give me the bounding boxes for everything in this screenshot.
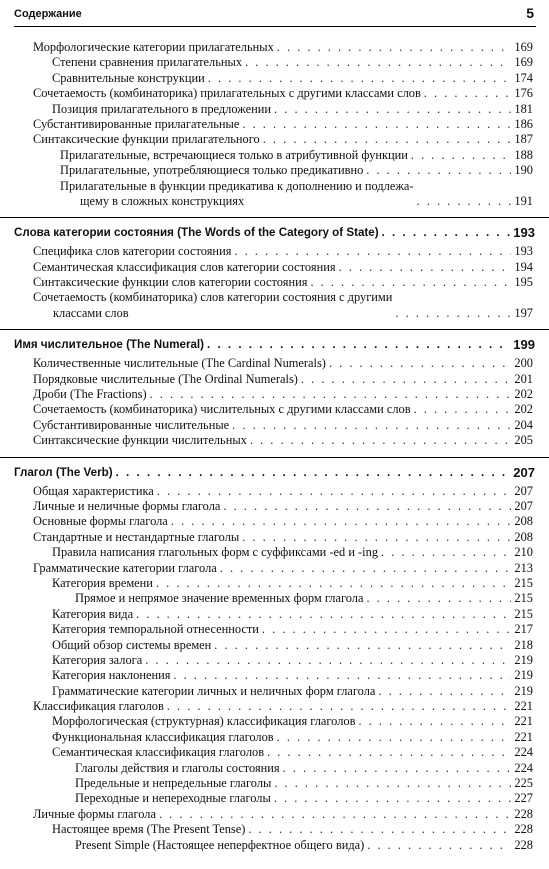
toc-page-number: 201: [514, 371, 533, 386]
toc-entry-title: Семантическая классификация слов категории состояния: [33, 259, 336, 274]
toc-entry-title-line1: Прилагательные в функции предикатива к дополнению и подлежа-: [60, 178, 414, 193]
toc-entry[interactable]: [0, 514, 549, 529]
toc-entry[interactable]: [0, 561, 549, 576]
dot-leader: [424, 86, 512, 101]
toc-page-number: 219: [514, 668, 533, 683]
toc-page-number: 208: [514, 529, 533, 544]
dot-leader: [366, 591, 511, 606]
toc-entry[interactable]: [0, 102, 549, 117]
toc-entry-title-line2: классами слов: [53, 305, 129, 320]
toc-entry[interactable]: [0, 71, 549, 86]
toc-page-number: 197: [514, 305, 533, 320]
table-of-contents: [0, 40, 549, 853]
toc-entry-title: Переходные и непереходные глаголы: [75, 791, 271, 806]
toc-section-title: Слова категории состояния (The Words of the Category of State): [14, 226, 379, 240]
dot-leader: [414, 402, 512, 417]
toc-entry[interactable]: [0, 148, 549, 163]
toc-page-number: 193: [513, 225, 535, 241]
toc-page-number: 193: [514, 244, 533, 259]
toc-entry[interactable]: [0, 761, 549, 776]
dot-leader: [329, 356, 511, 371]
dot-leader: [267, 745, 511, 760]
toc-entry-title: Морфологические категории прилагательных: [33, 39, 274, 54]
toc-page-number: 208: [514, 514, 533, 529]
toc-entry-title: Категория темпоральной отнесенности: [52, 622, 259, 637]
dot-leader: [214, 638, 511, 653]
dot-leader: [136, 607, 511, 622]
toc-entry[interactable]: [0, 132, 549, 147]
toc-entry[interactable]: [0, 622, 549, 637]
toc-entry[interactable]: [0, 433, 549, 448]
toc-entry-title: Синтаксические функции слов категории состояния: [33, 275, 308, 290]
toc-page-number: 174: [514, 70, 533, 85]
toc-entry-title: Общий обзор системы времен: [52, 637, 212, 652]
toc-entry[interactable]: [0, 260, 549, 275]
toc-entry-title: Прилагательные, употребляющиеся только предикативно: [60, 163, 364, 178]
toc-page-number: 169: [514, 55, 533, 70]
dot-leader: [116, 464, 511, 481]
toc-page-number: 207: [514, 483, 533, 498]
dot-leader: [171, 514, 512, 529]
toc-entry-title: Категория вида: [52, 606, 134, 621]
page-header: [14, 6, 536, 27]
toc-page-number: 191: [514, 193, 533, 208]
toc-entry[interactable]: [0, 638, 549, 653]
toc-entry[interactable]: [0, 40, 549, 55]
dot-leader: [382, 224, 511, 241]
toc-entry-title: Прямое и непрямое значение временных форм глагола: [75, 591, 364, 606]
toc-page-number: 187: [514, 132, 533, 147]
toc-entry[interactable]: [0, 791, 549, 806]
toc-entry-title: Основные формы глагола: [33, 514, 168, 529]
toc-entry-title: Функциональная классификация глаголов: [52, 729, 274, 744]
toc-entry[interactable]: [0, 484, 549, 499]
toc-entry-title: Сравнительные конструкции: [52, 70, 205, 85]
toc-entry[interactable]: [0, 668, 549, 683]
toc-entry[interactable]: [0, 356, 549, 371]
toc-page-number: 181: [514, 101, 533, 116]
dot-leader: [277, 40, 512, 55]
dot-leader: [207, 336, 510, 353]
dot-leader: [263, 132, 512, 147]
dot-leader: [232, 418, 511, 433]
toc-entry-title: Категория времени: [52, 575, 153, 590]
toc-entry-title: Личные формы глагола: [33, 806, 156, 821]
toc-page-number: 200: [514, 356, 533, 371]
toc-entry[interactable]: [0, 163, 549, 178]
toc-entry[interactable]: [0, 387, 549, 402]
toc-section-heading[interactable]: [0, 457, 549, 481]
toc-entry[interactable]: [0, 55, 549, 70]
dot-leader: [395, 306, 511, 321]
toc-entry-title: Present Simple (Настоящее неперфектное общего вида): [75, 837, 365, 852]
toc-section-heading[interactable]: [0, 329, 549, 353]
toc-page-number: 221: [514, 699, 533, 714]
dot-leader: [301, 372, 511, 387]
toc-page-number: 218: [514, 637, 533, 652]
toc-entry-title: Личные и неличные формы глагола: [33, 499, 221, 513]
toc-page-number: 224: [514, 745, 533, 760]
toc-entry[interactable]: [0, 402, 549, 417]
toc-page-number: 188: [514, 147, 533, 162]
dot-leader: [283, 761, 512, 776]
toc-entry[interactable]: [0, 372, 549, 387]
toc-page-number: 190: [514, 163, 533, 178]
toc-entry-title: Грамматические категории глагола: [33, 560, 217, 575]
toc-page-number: 186: [514, 116, 533, 131]
toc-page-number: 169: [514, 39, 533, 54]
dot-leader: [366, 163, 511, 178]
toc-entry-title: Сочетаемость (комбинаторика) числительных с другими классами слов: [33, 402, 411, 417]
toc-entry-title: Степени сравнения прилагательных: [52, 55, 243, 70]
toc-page-number: 202: [514, 402, 533, 417]
toc-entry-title: Семантическая классификация глаголов: [52, 745, 265, 760]
toc-entry-title: Дроби (The Fractions): [33, 387, 147, 402]
toc-page-number: 207: [513, 464, 535, 480]
toc-page-number: 217: [514, 622, 533, 637]
toc-entry[interactable]: [0, 822, 549, 837]
toc-page-number: 195: [514, 275, 533, 290]
toc-page-number: 207: [514, 499, 533, 513]
toc-entry[interactable]: [0, 730, 549, 745]
dot-leader: [223, 499, 511, 514]
toc-page-number: 215: [514, 575, 533, 590]
toc-entry[interactable]: [0, 244, 549, 259]
toc-entry-title: Сочетаемость (комбинаторика) прилагательных с другими классами слов: [33, 86, 421, 101]
dot-leader: [274, 791, 512, 806]
dot-leader: [250, 433, 512, 448]
toc-entry-title-line1: Сочетаемость (комбинаторика) слов категории состояния с другими: [33, 290, 393, 305]
toc-entry[interactable]: [0, 275, 549, 290]
toc-section-title: Глагол (The Verb): [14, 465, 113, 479]
toc-entry-title: Морфологическая (структурная) классификация глаголов: [52, 714, 356, 729]
dot-leader: [248, 822, 511, 837]
dot-leader: [156, 576, 511, 591]
toc-entry[interactable]: [0, 290, 549, 321]
toc-page-number: 219: [514, 652, 533, 667]
toc-page-number: 205: [514, 433, 533, 448]
toc-entry-title: Субстантивированные числительные: [33, 417, 230, 432]
dot-leader: [150, 387, 512, 402]
toc-entry[interactable]: [0, 418, 549, 433]
toc-entry-title: Синтаксические функции прилагательного: [33, 132, 260, 147]
toc-page-number: 225: [514, 776, 533, 791]
toc-entry[interactable]: [0, 179, 549, 210]
dot-leader: [159, 807, 511, 822]
toc-entry[interactable]: [0, 117, 549, 132]
toc-page-number: 227: [514, 791, 533, 806]
toc-entry[interactable]: [0, 576, 549, 591]
toc-entry[interactable]: [0, 545, 549, 560]
toc-entry-title: Настоящее время (The Present Tense): [52, 822, 246, 837]
dot-leader: [173, 668, 511, 683]
toc-entry[interactable]: [0, 699, 549, 714]
dot-leader: [274, 102, 511, 117]
dot-leader: [145, 653, 511, 668]
toc-page-number: 204: [514, 417, 533, 432]
toc-page-number: 199: [513, 337, 535, 353]
toc-entry-title: Позиция прилагательного в предложении: [52, 101, 272, 116]
toc-entry-title: Стандартные и нестандартные глаголы: [33, 529, 240, 544]
toc-entry-title: Категория наклонения: [52, 668, 171, 683]
toc-entry-title: Порядковые числительные (The Ordinal Numerals): [33, 371, 298, 386]
toc-entry-title: Грамматические категории личных и неличных форм глагола: [52, 683, 376, 698]
toc-entry[interactable]: [0, 838, 549, 853]
toc-entry-title: Специфика слов категории состояния: [33, 244, 232, 259]
dot-leader: [411, 148, 512, 163]
dot-leader: [167, 699, 512, 714]
dot-leader: [274, 776, 511, 791]
dot-leader: [367, 838, 511, 853]
toc-page-number: 221: [514, 714, 533, 729]
toc-entry[interactable]: [0, 530, 549, 545]
dot-leader: [220, 561, 512, 576]
toc-page-number: 219: [514, 683, 533, 698]
dot-leader: [378, 684, 511, 699]
dot-leader: [262, 622, 511, 637]
toc-page-number: 228: [514, 837, 533, 852]
toc-entry[interactable]: [0, 745, 549, 760]
dot-leader: [208, 71, 512, 86]
header-title: Содержание: [14, 8, 82, 20]
toc-entry[interactable]: [0, 591, 549, 606]
dot-leader: [277, 730, 512, 745]
toc-section-title: Имя числительное (The Numeral): [14, 338, 205, 352]
toc-entry[interactable]: [0, 499, 549, 514]
toc-entry[interactable]: [0, 714, 549, 729]
toc-page-number: 213: [514, 560, 533, 575]
dot-leader: [417, 194, 512, 209]
toc-page-number: 202: [514, 387, 533, 402]
dot-leader: [242, 117, 511, 132]
toc-entry-title: Общая характеристика: [33, 483, 154, 498]
toc-entry-title: Категория залога: [52, 652, 143, 667]
toc-page-number: 210: [514, 545, 533, 560]
toc-entry-title: Синтаксические функции числительных: [33, 433, 247, 448]
toc-page-number: 221: [514, 729, 533, 744]
toc-entry-title: Количественные числительные (The Cardinal Numerals): [33, 356, 326, 371]
dot-leader: [358, 714, 511, 729]
dot-leader: [381, 545, 511, 560]
dot-leader: [339, 260, 512, 275]
toc-entry-title: Субстантивированные прилагательные: [33, 116, 240, 131]
toc-entry-title: Классификация глаголов: [33, 699, 164, 714]
header-page-number: 5: [526, 5, 534, 21]
toc-page-number: 176: [514, 86, 533, 101]
toc-entry[interactable]: [0, 684, 549, 699]
toc-page-number: 228: [514, 806, 533, 821]
toc-entry[interactable]: [0, 607, 549, 622]
toc-entry-title: Глаголы действия и глаголы состояния: [75, 760, 280, 775]
toc-section-heading[interactable]: [0, 217, 549, 241]
toc-entry[interactable]: [0, 86, 549, 101]
toc-page-number: 215: [514, 606, 533, 621]
toc-page-number: 194: [514, 259, 533, 274]
dot-leader: [234, 244, 511, 259]
toc-entry[interactable]: [0, 653, 549, 668]
dot-leader: [310, 275, 511, 290]
toc-entry[interactable]: [0, 807, 549, 822]
toc-entry-title-line2: щему в сложных конструкциях: [80, 193, 245, 208]
dot-leader: [242, 530, 511, 545]
toc-entry-title: Предельные и непредельные глаголы: [75, 776, 272, 791]
dot-leader: [245, 55, 511, 70]
toc-entry-title: Прилагательные, встречающиеся только в атрибутивной функции: [60, 147, 408, 162]
toc-page-number: 215: [514, 591, 533, 606]
dot-leader: [157, 484, 512, 499]
toc-entry[interactable]: [0, 776, 549, 791]
toc-entry-title: Правила написания глагольных форм с суффиксами -ed и -ing: [52, 545, 379, 560]
toc-page-number: 224: [514, 760, 533, 775]
toc-page-number: 228: [514, 822, 533, 837]
